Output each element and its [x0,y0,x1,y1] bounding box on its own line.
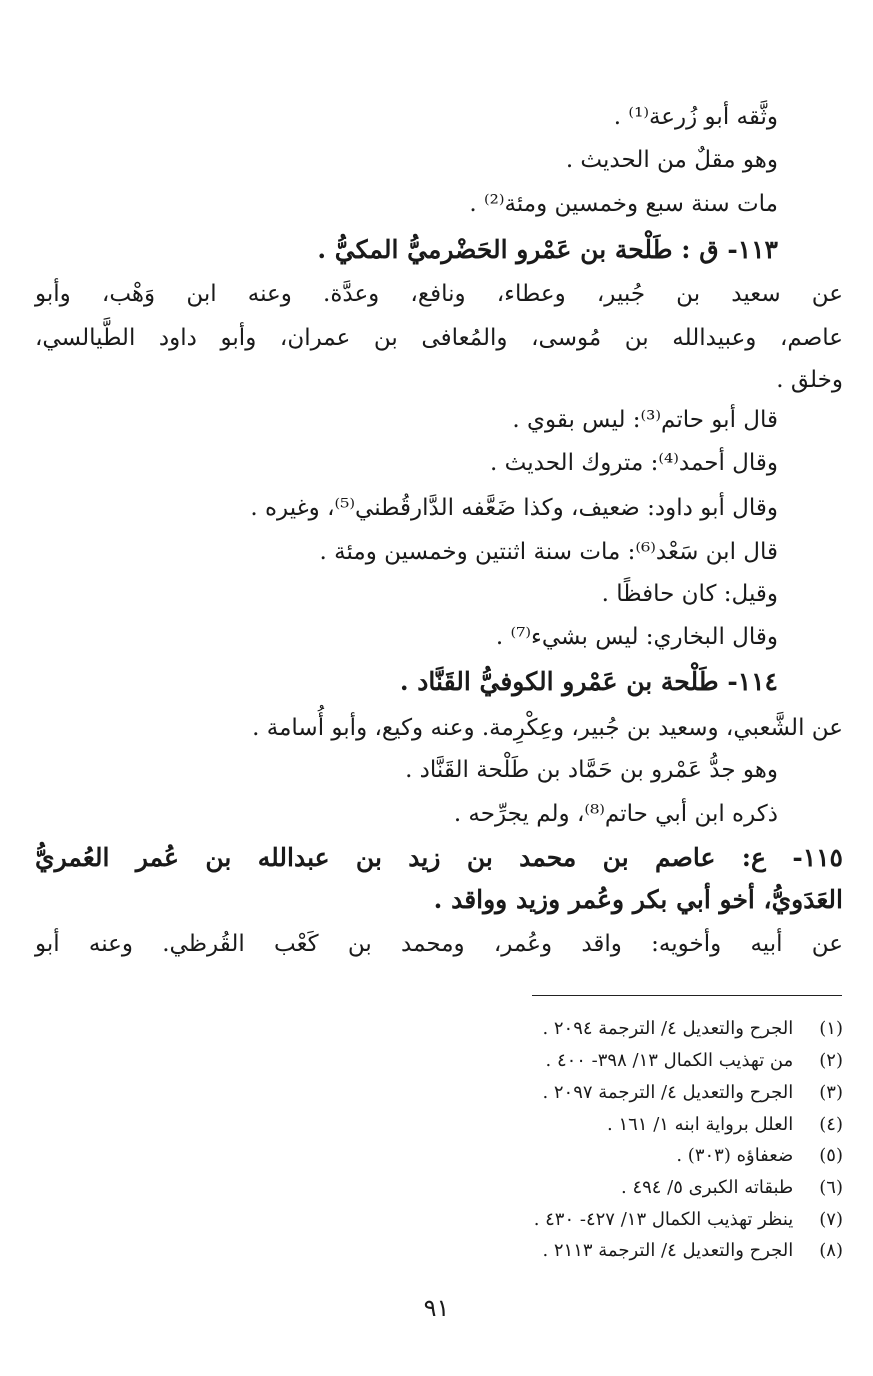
footnote-number: (٨) [819,1240,843,1261]
footnote-number: (٢) [819,1050,843,1071]
body-line: عن سعيد بن جُبير، وعطاء، ونافع، وعدَّة. وعنه ابن وَهْب، وأبو [35,281,843,307]
footnote-text: ضعفاؤه (٣٠٣) . [676,1145,794,1166]
page-number: ٩١ [423,1294,450,1322]
footnote-text: الجرح والتعديل ٤/ الترجمة ٢٠٩٧ . [542,1082,794,1103]
footnote-number: (٦) [819,1177,843,1198]
body-line: وقال أحمد⁽⁴⁾: متروك الحديث . [490,450,778,476]
footnote-separator [532,995,842,996]
footnote-text: الجرح والتعديل ٤/ الترجمة ٢٠٩٤ . [542,1018,794,1039]
body-line: عن الشَّعبي، وسعيد بن جُبير، وعِكْرِمة. وعنه وكيع، وأبو أُسامة . [252,715,843,741]
footnote-text: ينظر تهذيب الكمال ١٣/ ٤٢٧- ٤٣٠ . [533,1209,794,1230]
body-line: وقيل: كان حافظًا . [601,581,778,607]
body-line: عاصم، وعبيدالله بن مُوسى، والمُعافى بن عمران، وأبو داود الطَّيالسي، [35,325,843,351]
entry-heading-113: ١١٣- ق : طَلْحة بن عَمْرو الحَضْرميُّ المكيُّ . [317,235,778,264]
footnote [263,1172,843,1204]
entry-heading-115-cont: العَدَويُّ، أخو أبي بكر وعُمر وزيد وواقد . [433,885,843,914]
footnote [263,1235,843,1267]
footnote-number: (٧) [819,1209,843,1230]
footnote [263,1013,843,1045]
body-line: وهو جدُّ عَمْرو بن حَمَّاد بن طَلْحة القَنَّاد . [405,757,778,783]
footnote-number: (٣) [819,1082,843,1103]
footnote-number: (٥) [819,1145,843,1166]
body-line: ذكره ابن أبي حاتم⁽⁸⁾، ولم يجرِّحه . [453,801,778,827]
body-line: وثَّقه أبو زُرعة⁽¹⁾ . [613,104,778,130]
body-line: قال ابن سَعْد⁽⁶⁾: مات سنة اثنتين وخمسين ومئة . [319,539,778,565]
body-line: مات سنة سبع وخمسين ومئة⁽²⁾ . [469,191,778,217]
footnote-number: (١) [819,1018,843,1039]
body-line: وخلق . [776,367,843,393]
footnote-text: العلل برواية ابنه ١/ ١٦١ . [607,1114,794,1135]
footnote [263,1140,843,1172]
footnote [263,1204,843,1236]
body-line: عن أبيه وأخويه: واقد وعُمر، ومحمد بن كَعْب القُرظي. وعنه أبو [35,931,843,957]
footnote-text: من تهذيب الكمال ١٣/ ٣٩٨- ٤٠٠ . [545,1050,794,1071]
body-line: وهو مقلٌ من الحديث . [565,147,778,173]
footnote-text: طبقاته الكبرى ٥/ ٤٩٤ . [620,1177,794,1198]
body-line: وقال البخاري: ليس بشيء⁽⁷⁾ . [495,624,778,650]
footnote [263,1045,843,1077]
entry-heading-114: ١١٤- طَلْحة بن عَمْرو الكوفيُّ القَنَّاد . [399,667,778,696]
footnote-number: (٤) [819,1114,843,1135]
entry-heading-115: ١١٥- ع: عاصم بن محمد بن زيد بن عبدالله بن عُمر العُمريُّ [35,843,843,872]
footnote-text: الجرح والتعديل ٤/ الترجمة ٢١١٣ . [542,1240,794,1261]
footnote [263,1077,843,1109]
body-line: وقال أبو داود: ضعيف، وكذا ضَعَّفه الدَّارقُطني⁽⁵⁾، وغيره . [250,495,778,521]
footnote [263,1109,843,1141]
body-line: قال أبو حاتم⁽³⁾: ليس بقوي . [512,407,778,433]
